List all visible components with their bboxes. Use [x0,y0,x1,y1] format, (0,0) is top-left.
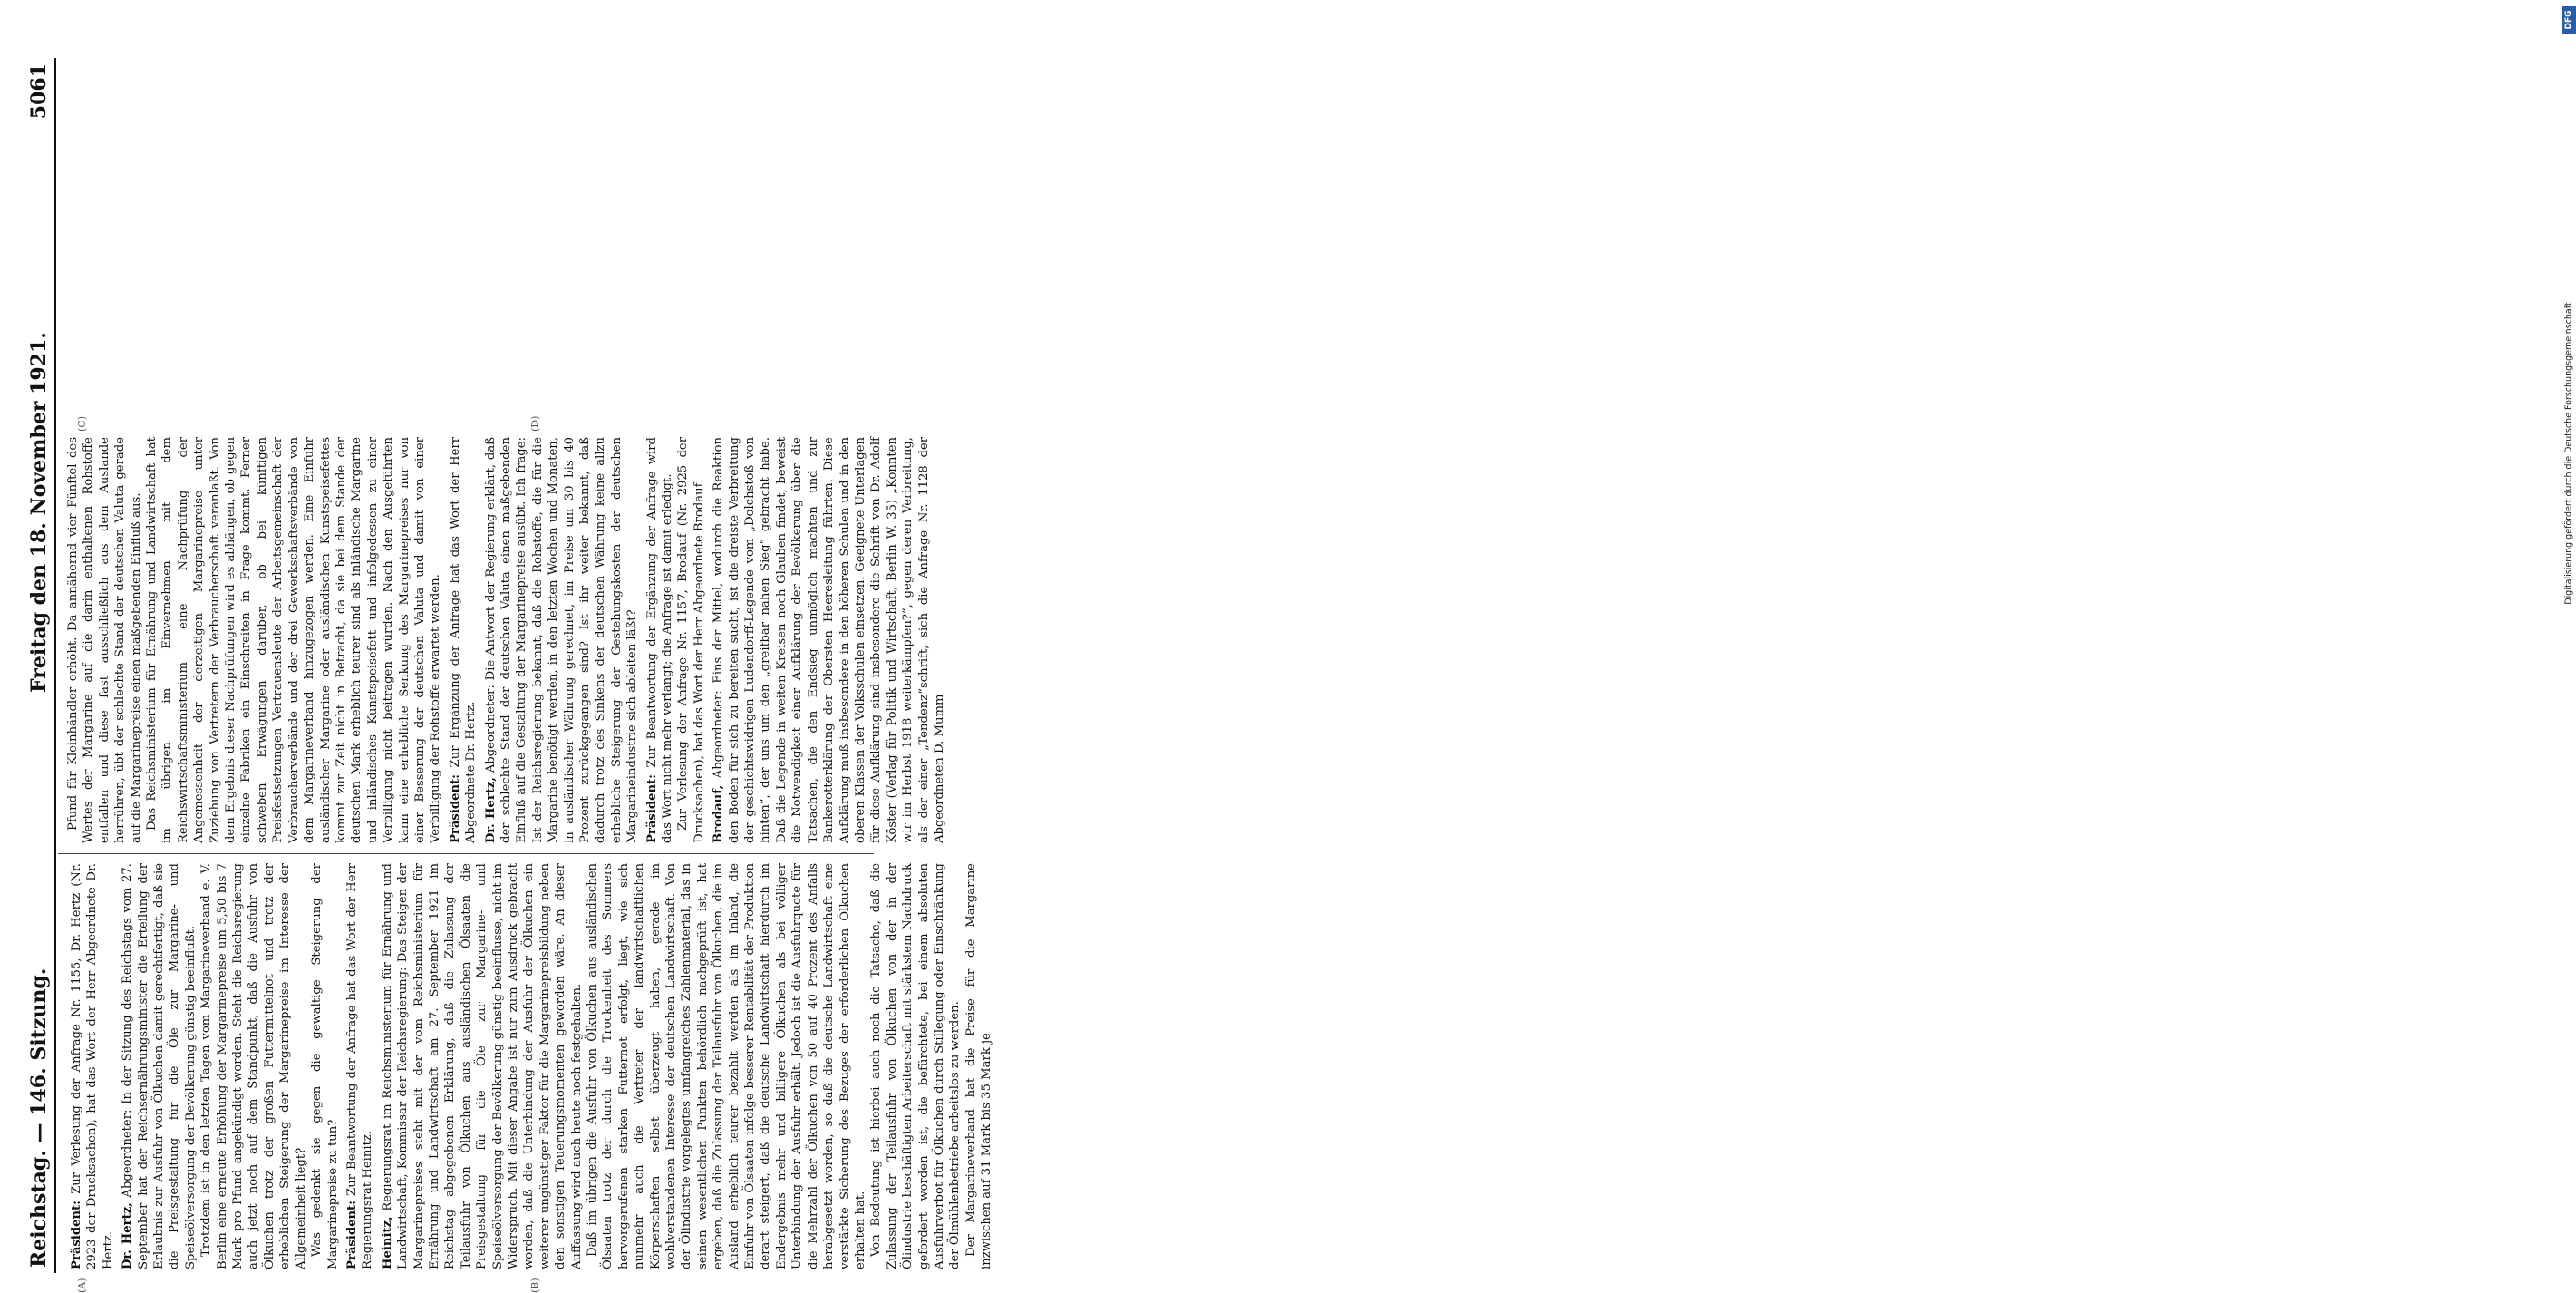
dfg-sidebar [1280,0,2574,907]
margin-marker-b: (B) [529,1278,541,1293]
speaker-name: Dr. Hertz, [121,1202,135,1269]
page-header [22,58,56,1273]
paragraph [964,863,995,1269]
paragraph [380,863,585,1269]
paragraph [120,863,199,1269]
paragraph-text: Das Reichsministerium für Ernährung und Landwirtschaft hat im übrigen im Einvernehmen mit dem Reichswirtschaftsministerium eine Nachprüfung der Angemessenheit der derzeitigen Margarinepreise unter Zuziehung von Vertretern der Verbraucherschaft veranlaßt. Von dem Ergebnis dieser Nachprüfungen wird es abhängen, ob gegen einzelne Fabriken ein Einschreiten in Frage kommt. Ferner schweben Erwägungen darüber, ob bei künftigen Preisfestsetzungen Vertrauensleute der Arbeitsgemeinschaft der Verbraucherverbände und der drei Gewerkschaftsverbände von dem Margarineverband hinzugezogen werden. Eine Einfuhr ausländischer Margarine oder ausländischen Kunstspeisefettes kommt zur Zeit nicht in Betracht, da sie bei dem Stande der deutschen Mark erheblich teurer sind als inländische Margarine und inländisches Kunstspeisefett und infolgedessen zu einer Verbilligung nicht beitragen würden. Nach den Ausgeführten kann eine erhebliche Senkung des Margarinepreises nur von einer Besserung der deutschen Valuta und damit von einer Verbilligung der Rohstoffe erwartet werden. [145,437,443,843]
document-page [22,63,1236,1293]
paragraph [69,863,116,1269]
paragraph [711,437,947,843]
paragraph-text: Abgeordneter: Eins der Mittel, wodurch die Reaktion den Boden für sich zu bereiten sucht, ist die dreiste Verbreitung der geschichtswidrigen Ludendorff-Legende vom „Dolchstoß von hinten“, der uns um den „greifbar nahen Sieg“ gebracht habe. Daß die Legende in weiten Kreisen noch Glauben findet, beweist die Notwendigkeit einer Aufklärung der Bevölkerung über die Tatsachen, die den Endsieg unmöglich machten und zur Bankerotterklärung der Obersten Heeresleitung führten. Diese Aufklärung muß insbesondere in den höheren Schulen und in den oberen Klassen der Volksschulen einsetzen. Geeignete Unterlagen für diese Aufklärung sind insbesondere die Schrift von Dr. Adolf Köster (Verlag für Politik und Wirtschaft, Berlin W. 35) „Konnten wir im Herbst 1918 weiterkämpfen?“, gegen deren Verbreitung, als der einer „Tendenz“schrift, sich die Anfrage Nr. 1128 der Abgeordneten D. Mumm [712,436,946,843]
speaker-name: Dr. Hertz, [483,777,498,843]
paragraph [144,437,444,843]
paragraph-text: Zur Ergänzung der Anfrage hat das Wort der Herr Abgeordnete Dr. Hertz. [448,437,479,843]
paragraph [309,863,341,1269]
speaker-name: Brodauf, [712,784,726,843]
page-number: 5061 [27,63,51,120]
paragraph-text: Daß im übrigen die Ausfuhr von Ölkuchen aus ausländischen Ölsaaten trotz der durch die Trockenheit des Sommers hervorgerufenen starken Futternot erfolgt, liegt, wie sich nunmehr auch die Vertreter der landwirtschaftlichen Körperschaften selbst überzeugt haben, gerade im wohlverstandenen Interesse der deutschen Landwirtschaft. Von der Ölindustrie vorgelegtes umfangreiches Zahlenmaterial, das in seinen wesentlichen Punkten behördlich nachgeprüft ist, hat ergeben, daß die Zulassung der Teilausfuhr von Ölkuchen, die im Ausland erheblich teurer bezahlt werden als im Inland, die Einfuhr von Ölsaaten infolge besserer Rentabilität der Produktion derart steigert, daß die deutsche Landwirtschaft hierdurch im Endergebnis mehr und billigere Ölkuchen als bei völliger Unterbindung der Ausfuhr erhält. Jedoch ist die Ausfuhrquote für die Mehrzahl der Ölkuchen von 50 auf 40 Prozent des Anfalls herabgesetzt worden, so daß die deutsche Landwirtschaft eine verstärkte Sicherung des Bezuges der erforderlichen Ölkuchen erhalten hat. [586,863,867,1269]
speaker-name: Präsident: [448,773,462,843]
paragraph-text: Abgeordneter: Die Antwort der Regierung erklärt, daß der schlechte Stand der deutschen Valuta einen maßgebenden Einfluß auf die Gestaltung der Margarinepreise ausübt. Ich frage: Ist der Reichsregierung bekannt, daß die Rohstoffe, die für die Margarine benötigt werden, in den letzten Wochen und Monaten, in ausländischer Währung gerechnet, im Preise um 30 bis 40 Prozent zurückgegangen sind? Ist ihr weiter bekannt, daß dadurch trotz des Sinkens der deutschen Währung keine allzu erhebliche Steigerung der Gestehungskosten der deutschen Margarineindustrie sich ableiten läßt? [483,437,640,843]
speaker-name: Heinitz, [380,1216,394,1269]
paragraph-text: Zur Verlesung der Anfrage Nr. 1155, Dr. Hertz (Nr. 2923 der Drucksachen), hat das Wort der Herr Abgeordnete Dr. Hertz. [70,863,115,1269]
paragraph-text: Zur Beantwortung der Ergänzung der Anfrage wird das Wort nicht mehr verlangt; die Anfrage ist damit erledigt. [644,437,675,843]
text-column-right [65,437,947,843]
paragraph-text: Was gedenkt sie gegen die gewaltige Steigerung der Margarinepreise zu tun? [310,863,340,1269]
paragraph [585,863,868,1269]
header-rule [54,58,55,1273]
column-separator [58,853,874,854]
paragraph [448,437,479,843]
speaker-name: Präsident: [344,1200,359,1269]
paragraph [644,437,676,843]
paragraph [868,863,963,1269]
paragraph-text: Regierungsrat im Reichsministerium für Ernährung und Landwirtschaft, Kommissar der Reichsregierung: Das Steigen der Margarinepreises steht mit der vom Reichsministerium für Ernährung und Landwirtschaft am 27. September 1921 im Reichstag abgegebenen Erklärung, daß die Zulassung der Teilausfuhr von Ölkuchen aus ausländischen Ölsaaten die Preisgestaltung für die Öle zur Margarine- und Speiseölversorgung der Bevölkerung günstig beeinflusse, nicht im Widerspruch. Mit dieser Angabe ist nur zum Ausdruck gebracht worden, daß die Unterbindung der Ausfuhr der Ölkuchen ein weiterer ungünstiger Faktor für die Margarinepreisbildung neben den sonstigen Teuerungsmomenten geworden wäre. An dieser Auffassung wird auch heute noch festgehalten. [380,863,584,1269]
paragraph-text: Zur Verlesung der Anfrage Nr. 1157, Brodauf (Nr. 2925 der Drucksachen), hat das Wort der Herr Abgeordnete Brodauf. [676,437,706,843]
paragraph-text: Der Margarineverband hat die Preise für die Margarine inzwischen auf 31 Mark bis 35 Mark je [964,863,994,1269]
paragraph [675,437,707,843]
speaker-name: Präsident: [70,1200,83,1269]
paragraph-text: Zur Beantwortung der Anfrage hat das Wort der Herr Regierungsrat Heinitz. [344,863,375,1269]
header-date: Freitag den 18. November 1921. [27,332,51,693]
paragraph-text: Abgeordneter: In der Sitzung des Reichstags vom 27. September hat der Reichsernährungsminister die Erteilung der Erlaubnis zur Ausfuhr von Ölkuchen damit gerechtfertigt, daß sie die Preisgestaltung für die Öle zur Margarine- und Speiseölversorgung der Bevölkerung günstig beeinflußt. [121,862,198,1269]
paragraph-text: Von Bedeutung ist hierbei auch noch die Tatsache, daß die Zulassung der Teilausfuhr von Ölkuchen von der in der Ölindustrie beschäftigten Arbeiterschaft mit stärkstem Nachdruck gefordert worden ist, die befürchtete, bei einem absoluten Ausfuhrverbot für Ölkuchen durch Stillegung oder Einschränkung der Ölmühlenbetriebe arbeitslos zu werden. [869,863,963,1269]
paragraph [65,437,144,843]
margin-marker-c: (C) [76,416,88,432]
paragraph [199,863,309,1269]
speaker-name: Präsident: [644,773,659,843]
margin-marker-a: (A) [76,1278,88,1293]
paragraph [483,437,641,843]
paragraph [344,863,376,1269]
dfg-notice: Digitalisierung gefördert durch die Deutsche Forschungsgemeinschaft [2563,302,2574,605]
paragraph-text: Pfund für Kleinhändler erhöht. Da annähernd vier Fünftel des Wertes der Margarine auf die darin enthaltenen Rohstoffe entfallen und diese fast ausschließlich aus dem Auslande herrühren, übt der schlechte Stand der deutschen Valuta gerade auf die Margarinepreise einen maßgebenden Einfluß aus. [66,437,143,843]
text-column-left [65,863,995,1269]
margin-marker-d: (D) [529,415,541,432]
header-session: Reichstag. — 146. Sitzung. [27,967,51,1268]
paragraph-text: Trotzdem ist in den letzten Tagen vom Margarineverband e. V. Berlin eine erneute Erhöhung der Margarinepreise um 5,50 bis 7 Mark pro Pfund angekündigt worden. Steht die Reichsregierung auch jetzt noch auf dem Standpunkt, daß die Ausfuhr von Ölkuchen trotz der großen Futtermittelnot und trotz der erheblichen Steigerung der Margarinepreise im Interesse der Allgemeinheit liegt? [199,863,308,1269]
dfg-logo: DFG [2564,10,2573,30]
